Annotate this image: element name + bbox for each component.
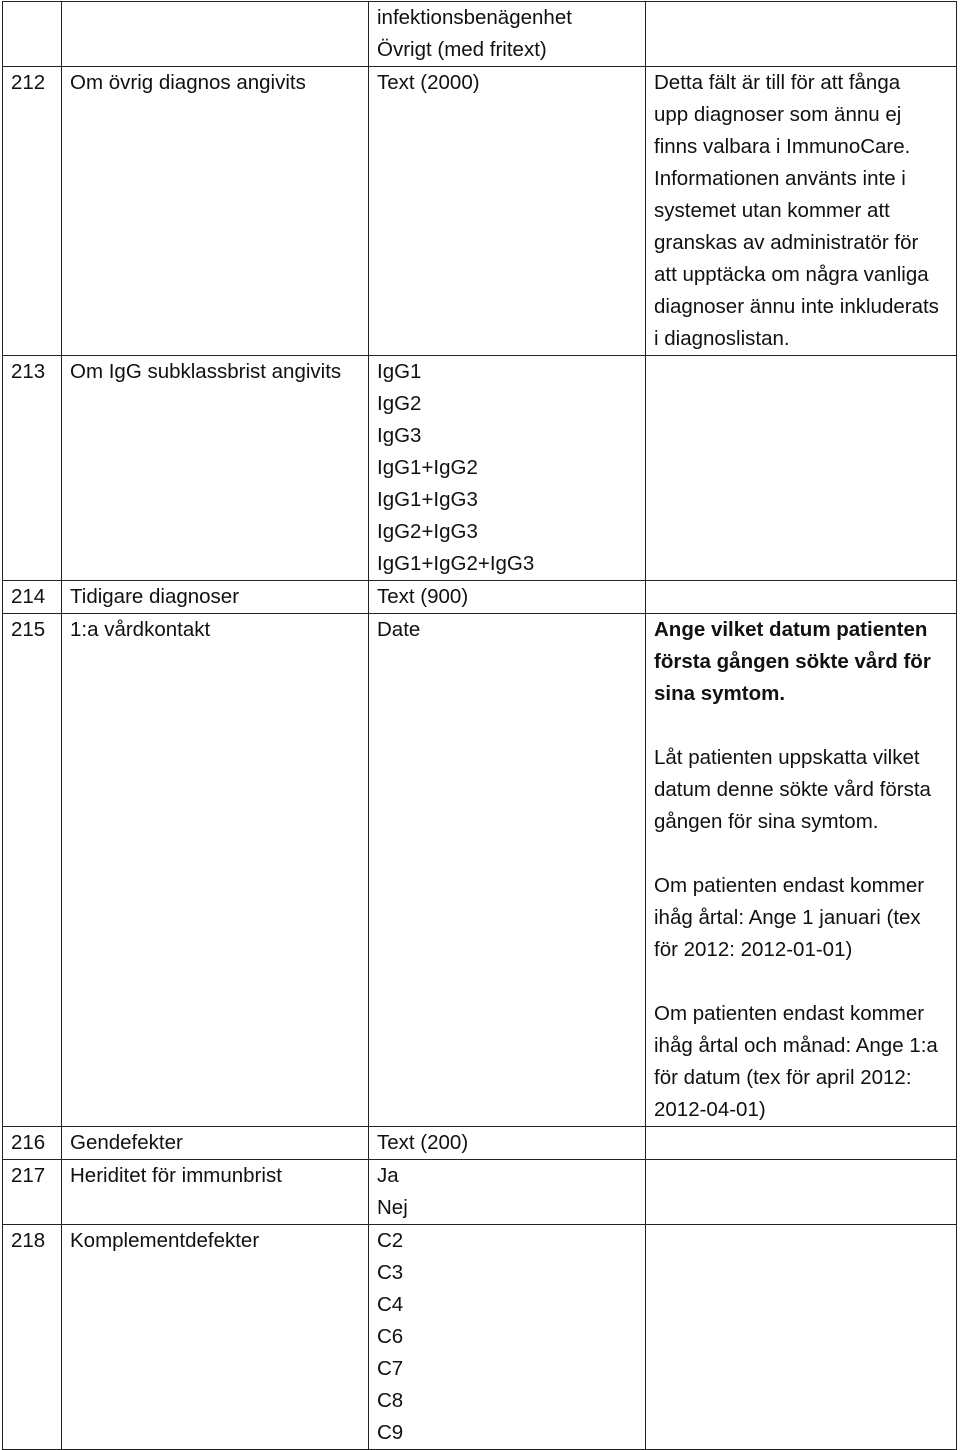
variable-name <box>62 2 369 67</box>
type-option: IgG1 <box>377 360 422 383</box>
table-row <box>3 1160 957 1225</box>
row-number: 212 <box>3 67 62 356</box>
paragraph-gap <box>654 710 956 742</box>
description-line: Detta fält är till för att fånga <box>654 71 901 94</box>
variable-type <box>369 356 646 581</box>
table-row <box>3 581 957 614</box>
type-option: Date <box>377 618 421 641</box>
type-option: IgG2 <box>377 392 422 415</box>
variable-type <box>369 581 646 614</box>
type-option: Text (200) <box>377 1131 469 1154</box>
description-line: för 2012: 2012-01-01) <box>654 938 853 961</box>
description-line: sina symtom. <box>654 682 786 705</box>
variable-name: Gendefekter <box>62 1127 369 1160</box>
type-option: infektionsbenägenhet <box>377 6 572 29</box>
description-line: granskas av administratör för <box>654 231 919 254</box>
type-option: C7 <box>377 1357 404 1380</box>
type-option: IgG3 <box>377 424 422 447</box>
variable-name: Komplementdefekter <box>62 1225 369 1450</box>
variable-name: Om IgG subklassbrist angivits <box>62 356 369 581</box>
variable-name: Tidigare diagnoser <box>62 581 369 614</box>
variable-type <box>369 1127 646 1160</box>
type-option: IgG2+IgG3 <box>377 520 478 543</box>
variable-table <box>2 1 957 1450</box>
variable-type <box>369 2 646 67</box>
description-line: gången för sina symtom. <box>654 810 879 833</box>
row-number <box>3 2 62 67</box>
type-option: C4 <box>377 1293 404 1316</box>
type-option: C8 <box>377 1389 404 1412</box>
variable-description <box>646 1225 957 1450</box>
paragraph-gap <box>654 966 956 998</box>
table-row <box>3 67 957 356</box>
description-line: Ange vilket datum patienten <box>654 618 928 641</box>
type-option: C3 <box>377 1261 404 1284</box>
type-option: Text (2000) <box>377 71 480 94</box>
description-line: systemet utan kommer att <box>654 199 890 222</box>
description-line: ihåg årtal: Ange 1 januari (tex <box>654 906 921 929</box>
description-line: första gången sökte vård för <box>654 650 931 673</box>
type-option: Nej <box>377 1196 408 1219</box>
type-option: IgG1+IgG2 <box>377 456 478 479</box>
variable-name: 1:a vårdkontakt <box>62 614 369 1127</box>
variable-type <box>369 1225 646 1450</box>
variable-description <box>646 581 957 614</box>
variable-type <box>369 1160 646 1225</box>
table-row <box>3 1127 957 1160</box>
description-line: diagnoser ännu inte inkluderats <box>654 295 939 318</box>
variable-type <box>369 67 646 356</box>
table-row <box>3 1225 957 1450</box>
type-option: C9 <box>377 1421 404 1444</box>
type-option: Övrigt (med fritext) <box>377 38 547 61</box>
description-line: datum denne sökte vård första <box>654 778 931 801</box>
variable-type <box>369 614 646 1127</box>
description-line: Låt patienten uppskatta vilket <box>654 746 920 769</box>
variable-description <box>646 67 957 356</box>
variable-description <box>646 356 957 581</box>
row-number: 218 <box>3 1225 62 1450</box>
type-option: Text (900) <box>377 585 469 608</box>
variable-description <box>646 1160 957 1225</box>
type-option: Ja <box>377 1164 399 1187</box>
row-number: 214 <box>3 581 62 614</box>
description-line: upp diagnoser som ännu ej <box>654 103 902 126</box>
row-number: 217 <box>3 1160 62 1225</box>
table-row <box>3 614 957 1127</box>
description-line: att upptäcka om några vanliga <box>654 263 929 286</box>
type-option: IgG1+IgG3 <box>377 488 478 511</box>
description-line: i diagnoslistan. <box>654 327 790 350</box>
description-line: för datum (tex för april 2012: <box>654 1066 912 1089</box>
row-number: 216 <box>3 1127 62 1160</box>
table-row <box>3 2 957 67</box>
type-option: IgG1+IgG2+IgG3 <box>377 552 535 575</box>
variable-description <box>646 1127 957 1160</box>
variable-description <box>646 2 957 67</box>
variable-description <box>646 614 957 1127</box>
row-number: 213 <box>3 356 62 581</box>
description-line: Om patienten endast kommer <box>654 874 925 897</box>
type-option: C6 <box>377 1325 404 1348</box>
paragraph-gap <box>654 838 956 870</box>
description-line: Informationen använts inte i <box>654 167 906 190</box>
type-option: C2 <box>377 1229 404 1252</box>
row-number: 215 <box>3 614 62 1127</box>
description-line: ihåg årtal och månad: Ange 1:a <box>654 1034 938 1057</box>
description-line: Om patienten endast kommer <box>654 1002 925 1025</box>
description-line: finns valbara i ImmunoCare. <box>654 135 911 158</box>
description-line: 2012-04-01) <box>654 1098 766 1121</box>
table-row <box>3 356 957 581</box>
variable-name: Om övrig diagnos angivits <box>62 67 369 356</box>
variable-name: Heriditet för immunbrist <box>62 1160 369 1225</box>
